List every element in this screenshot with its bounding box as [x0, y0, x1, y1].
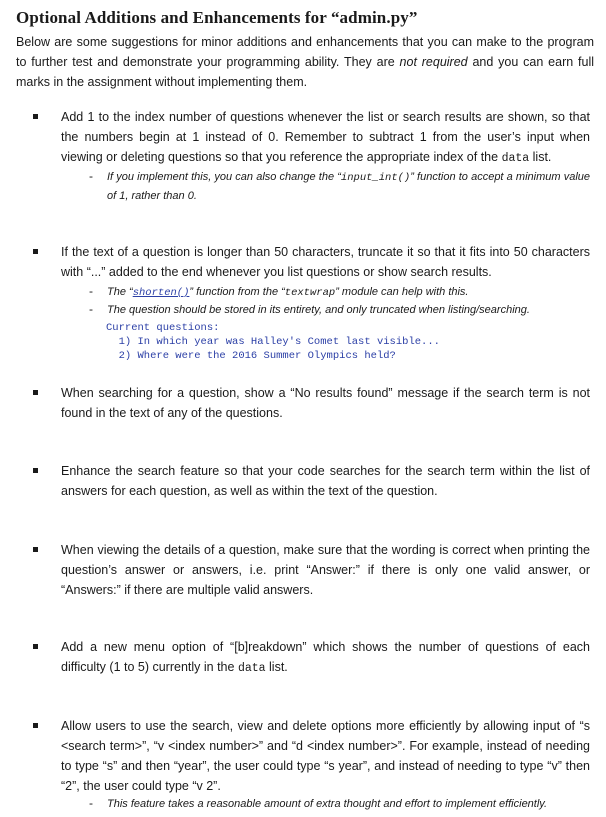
- code-inline: data: [237, 662, 266, 675]
- dash-icon: -: [89, 302, 93, 316]
- intro-text-end: and you can earn full marks in the assignment without implementing them.: [16, 55, 595, 89]
- code-inline: data: [501, 152, 530, 165]
- page-title: Optional Additions and Enhancements for “admin.py”: [16, 8, 418, 27]
- bullet-text: Add 1 to the index number of questions whenever the list or search results are shown, so that the numbers begin at 1 instead of 0. Remember to subtract 1 from the user’s input when viewing or deleting questions so that you reference the appropriate index of the data list.: [61, 110, 590, 165]
- intro-paragraph: [16, 32, 594, 92]
- sub-text: This feature takes a reasonable amount of extra thought and effort to implement efficiently.: [107, 798, 548, 810]
- code-inline: textwrap: [284, 287, 336, 299]
- sub-text: The question should be stored in its entirety, and only truncated when listing/searching.: [107, 304, 530, 316]
- bullet-icon: [33, 249, 38, 254]
- bullet-icon: [33, 547, 38, 552]
- bullet-icon: [33, 390, 38, 395]
- bullet-text: Add a new menu option of “[b]reakdown” which shows the number of questions of each difficulty (1 to 5) currently in the data list.: [61, 640, 590, 675]
- code-line: 2) Where were the 2016 Summer Olympics held?: [106, 350, 396, 362]
- code-example: [106, 321, 440, 363]
- bullet-text: When viewing the details of a question, make sure that the wording is correct when printing the question’s answer or answers, i.e. print “Answer:” if there is only one valid answer, or “Answers:” if there are multiple valid answers.: [61, 543, 590, 597]
- bullet-icon: [33, 723, 38, 728]
- dash-icon: -: [89, 284, 93, 298]
- bullet-icon: [33, 114, 38, 119]
- intro-text: Below are some suggestions for minor additions and enhancements that you can make to the program to further test and demonstrate your programming ability. They are: [16, 35, 594, 69]
- bullet-text: If the text of a question is longer than 50 characters, truncate it so that it fits into 50 characters with “...” added to the end whenever you list questions or show search results.: [61, 245, 590, 279]
- shorten-link[interactable]: shorten(): [132, 287, 190, 299]
- code-line: Current questions:: [106, 322, 220, 334]
- intro-emphasis: not required: [399, 55, 468, 69]
- sub-text: If you implement this, you can also change the “input_int()” function to accept a minimum value of 1, rather than 0.: [107, 171, 591, 202]
- sub-text: The “shorten()” function from the “textwrap” module can help with this.: [107, 286, 469, 299]
- bullet-icon: [33, 468, 38, 473]
- dash-icon: -: [89, 796, 93, 810]
- bullet-icon: [33, 644, 38, 649]
- dash-icon: -: [89, 169, 93, 183]
- bullet-text: When searching for a question, show a “No results found” message if the search term is not found in the text of any of the questions.: [61, 386, 590, 420]
- code-line: 1) In which year was Halley's Comet last visible...: [106, 336, 440, 348]
- bullet-text: Enhance the search feature so that your code searches for the search term within the list of answers for each question, as well as within the text of the question.: [61, 464, 590, 498]
- bullet-text: Allow users to use the search, view and delete options more efficiently by allowing input of “s <search term>”, “v <index number>” and “d <index number>”. For example, instead of needing to type “s” and then “year”, the user could type “s year”, and instead of needing to type “v” then “2”, the user could type “v 2”.: [61, 719, 590, 793]
- code-inline: input_int(): [340, 172, 411, 184]
